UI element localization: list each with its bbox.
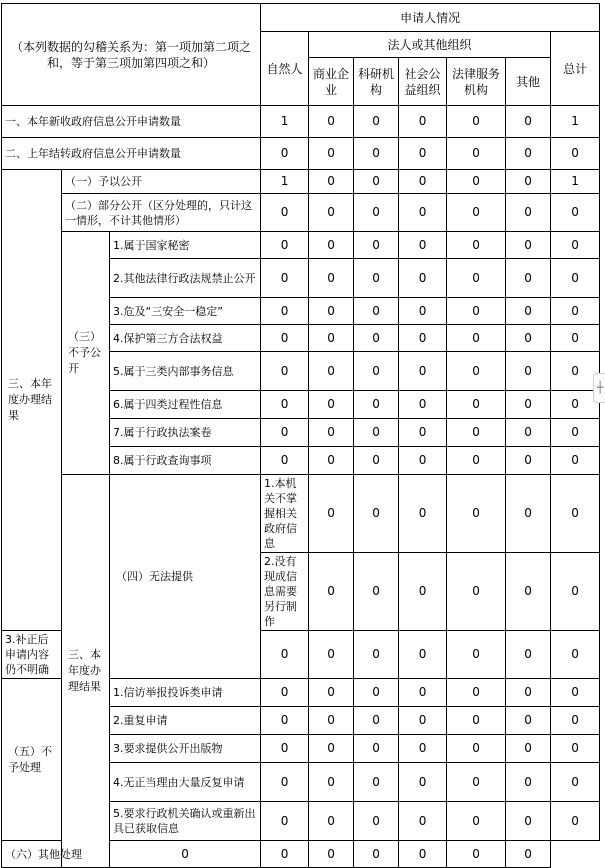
cell: 0 [309,298,354,325]
cell: 0 [261,841,309,868]
cell: 0 [551,631,600,679]
cell: 0 [354,106,399,138]
cell: 0 [506,735,551,763]
cell: 0 [551,232,600,259]
legal-service-header: 法律服务机构 [447,58,506,106]
statistics-table [1,3,600,868]
cell: 0 [447,391,506,419]
buyuchuli-label: （五）不予处理 [2,679,62,841]
cell: 0 [399,259,447,298]
section-3-label-repeat: 三、本年度办理结果 [62,475,110,868]
row-label: 5.要求行政机关确认或重新出具已获取信息 [110,802,261,841]
natural-person-header: 自然人 [261,32,309,106]
cell: 0 [354,763,399,802]
cell: 0 [399,232,447,259]
cell: 0 [447,735,506,763]
cell: 0 [399,419,447,447]
cell: 0 [447,763,506,802]
row-label: 1.属于国家秘密 [110,232,261,259]
row-label: 6.属于四类过程性信息 [110,391,261,419]
cell: 0 [399,170,447,194]
cell: 0 [447,259,506,298]
cell: 0 [309,232,354,259]
cell: 0 [506,475,551,553]
cell: 0 [261,735,309,763]
cell: 0 [399,735,447,763]
row-label: 2.其他法律行政法规禁止公开 [110,259,261,298]
cell: 0 [447,553,506,631]
cell: 0 [447,841,506,868]
cell: 0 [261,802,309,841]
row-label: 3.要求提供公开出版物 [110,735,261,763]
cell: 1 [261,170,309,194]
cell: 0 [309,735,354,763]
cell: 0 [506,679,551,707]
cell: 0 [399,325,447,352]
cell: 0 [506,138,551,170]
cell: 0 [354,352,399,391]
cell: 0 [309,352,354,391]
table-row [2,232,600,259]
cell: 0 [399,679,447,707]
side-expand-handle[interactable]: ┼ [593,373,605,403]
cell: 0 [447,447,506,475]
table-row [2,194,600,232]
cell: 0 [551,679,600,707]
cell: 0 [399,106,447,138]
cell: 0 [506,707,551,735]
cell: 0 [399,841,447,868]
cell: 0 [447,679,506,707]
commercial-header: 商业企业 [309,58,354,106]
cell: 0 [309,391,354,419]
cell: 0 [399,138,447,170]
cell: 0 [261,352,309,391]
cell: 0 [506,259,551,298]
cell: 0 [354,631,399,679]
cell: 0 [399,194,447,232]
cell: 0 [261,194,309,232]
cell: 0 [506,232,551,259]
cell: 0 [447,631,506,679]
cell: 0 [506,631,551,679]
cell: 0 [261,259,309,298]
cell: 0 [551,419,600,447]
cell: 1 [551,170,600,194]
cell: 0 [551,447,600,475]
wufatigong-label: （四）无法提供 [110,475,261,679]
cell: 0 [551,259,600,298]
cell: 0 [447,707,506,735]
cell: 0 [399,763,447,802]
row-label: 4.保护第三方合法权益 [110,325,261,352]
cell: 0 [447,194,506,232]
cell: 0 [506,391,551,419]
row-label: 2.没有现成信息需要另行制作 [261,553,309,631]
cell: 0 [354,170,399,194]
cell: 0 [551,475,600,553]
cell: 1 [261,106,309,138]
cell: 0 [309,194,354,232]
cell: 0 [309,138,354,170]
cell: 0 [399,352,447,391]
row-label: 二、上年结转政府信息公开申请数量 [2,138,261,170]
cell: 0 [506,352,551,391]
applicant-header: 申请人情况 [261,4,600,32]
cell: 0 [354,138,399,170]
cell: 0 [506,170,551,194]
cell: 0 [551,352,600,391]
cell: 0 [506,553,551,631]
cell: 0 [261,138,309,170]
cell: 0 [399,631,447,679]
cell: 0 [447,138,506,170]
social-header: 社会公益组织 [399,58,447,106]
cell: 0 [309,419,354,447]
cell: 0 [309,259,354,298]
table-row [2,841,600,868]
cell: 0 [354,259,399,298]
cell: 0 [354,841,399,868]
cell: 0 [506,325,551,352]
cell: 0 [506,419,551,447]
cell: 0 [506,106,551,138]
cell: 0 [354,735,399,763]
corner-note: （本列数据的勾稽关系为：第一项加第二项之和，等于第三项加第四项之和） [2,4,261,106]
cell: 0 [447,352,506,391]
cell: 0 [309,802,354,841]
cell: 1 [551,106,600,138]
cell: 0 [354,298,399,325]
cell: 0 [309,763,354,802]
cell: 0 [110,841,261,868]
cell: 0 [309,679,354,707]
cell: 0 [447,802,506,841]
row-label: （六）其他处理 [2,841,110,868]
cell: 0 [354,707,399,735]
row-label: 1.本机关不掌握相关政府信息 [261,475,309,553]
cell: 0 [447,419,506,447]
cell: 0 [261,325,309,352]
cell: 0 [309,325,354,352]
cell: 0 [261,298,309,325]
buzigongkai-label: （三）不予公开 [62,232,110,475]
cell: 0 [506,298,551,325]
cell: 0 [354,802,399,841]
cell: 0 [354,391,399,419]
row-label: 8.属于行政查询事项 [110,447,261,475]
cell: 0 [447,475,506,553]
cell: 0 [447,325,506,352]
cell: 0 [551,194,600,232]
cell: 0 [447,170,506,194]
cell: 0 [309,475,354,553]
table-row [2,475,600,553]
cell: 0 [551,553,600,631]
cell: 0 [506,194,551,232]
row-label: 2.重复申请 [110,707,261,735]
cell: 0 [309,106,354,138]
cell: 0 [399,707,447,735]
cell: 0 [354,475,399,553]
cell: 0 [261,447,309,475]
row-label: 3.危及“三安全一稳定” [110,298,261,325]
cell: 0 [261,391,309,419]
row-label: 5.属于三类内部事务信息 [110,352,261,391]
cell: 0 [261,232,309,259]
table-row [2,170,600,194]
cell: 0 [261,419,309,447]
cell: 0 [506,802,551,841]
cell: 0 [551,138,600,170]
cell: 0 [551,707,600,735]
cell: 0 [399,298,447,325]
cell: 0 [354,232,399,259]
cell: 0 [354,553,399,631]
cell: 0 [447,232,506,259]
cell: 0 [309,170,354,194]
row-label: 1.信访举报投诉类申请 [110,679,261,707]
cell: 0 [309,841,354,868]
table-row [2,138,600,170]
cell: 0 [551,325,600,352]
section-3-label: 三、本年度办理结果 [2,170,62,631]
row-label: 4.无正当理由大量反复申请 [110,763,261,802]
cell: 0 [309,631,354,679]
cell: 0 [399,553,447,631]
cell: 0 [551,298,600,325]
table-row [2,106,600,138]
cell: 0 [399,447,447,475]
cell: 0 [399,802,447,841]
research-header: 科研机构 [354,58,399,106]
row-label: 3.补正后申请内容仍不明确 [2,631,62,679]
cell: 0 [309,553,354,631]
cell: 0 [551,391,600,419]
cell: 0 [551,735,600,763]
cell: 0 [261,707,309,735]
cell: 0 [399,475,447,553]
row-label: （一）予以公开 [62,170,261,194]
cell: 0 [261,763,309,802]
other-header: 其他 [506,58,551,106]
legal-entities-header: 法人或其他组织 [309,32,551,58]
total-header: 总计 [551,32,600,106]
cell: 0 [354,419,399,447]
cell: 0 [261,631,309,679]
cell: 0 [551,763,600,802]
cell: 0 [506,841,551,868]
cell: 0 [309,707,354,735]
cell: 0 [506,447,551,475]
cell: 0 [399,391,447,419]
cell: 0 [447,106,506,138]
cell: 0 [447,298,506,325]
cell: 0 [354,325,399,352]
cell: 0 [309,447,354,475]
cell: 0 [506,763,551,802]
cell: 0 [354,447,399,475]
cell: 0 [354,679,399,707]
cell: 0 [354,194,399,232]
cell: 0 [261,679,309,707]
row-label: 7.属于行政执法案卷 [110,419,261,447]
row-label: （二）部分公开（区分处理的，只计这一情形，不计其他情形） [62,194,261,232]
cell: 0 [551,802,600,841]
row-label: 一、本年新收政府信息公开申请数量 [2,106,261,138]
